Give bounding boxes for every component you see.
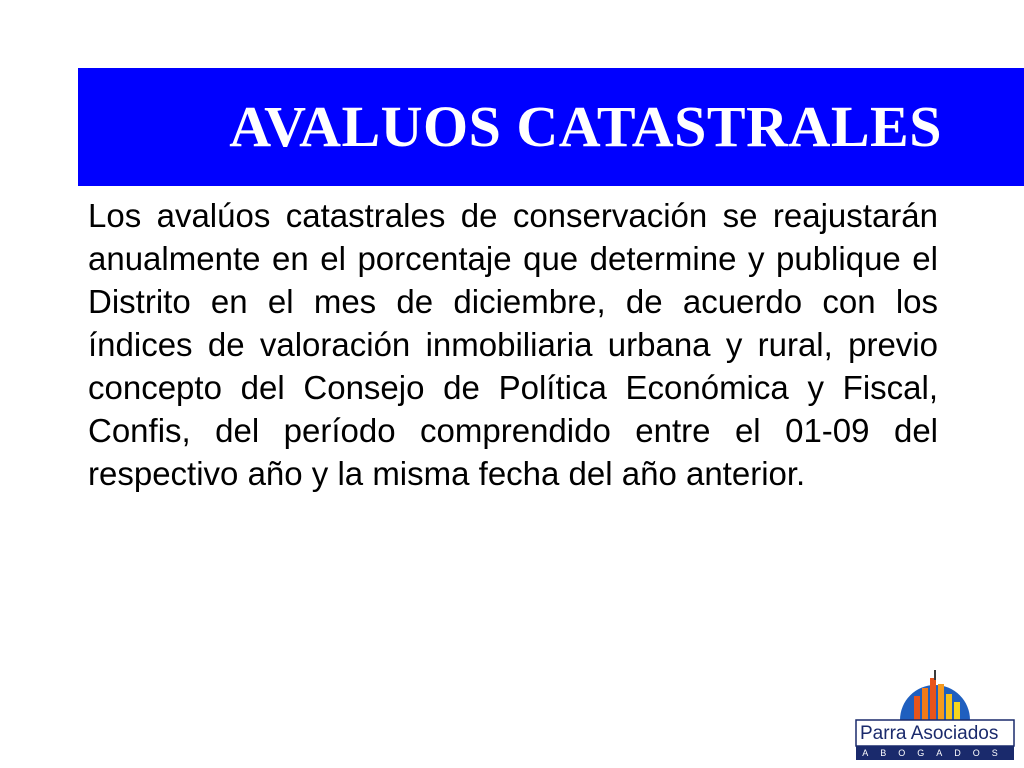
slide-title: AVALUOS CATASTRALES — [229, 94, 942, 159]
logo-name: Parra Asociados — [860, 723, 999, 744]
slide-body-text: Los avalúos catastrales de conservación se reajustarán anualmente en el porcentaje que determine y publique el Distrito en el mes de diciembre, de acuerdo con los índices de valoración inmobiliaria urbana y rural, previo concepto del Consejo de Política Económica y Fiscal, Confis, del período comprendido entre el 01-09 del respectivo año y la misma fecha del año anterior. — [88, 197, 938, 492]
parra-asociados-logo — [852, 668, 1018, 764]
logo-subtitle: ABOGADOS — [862, 748, 1010, 758]
